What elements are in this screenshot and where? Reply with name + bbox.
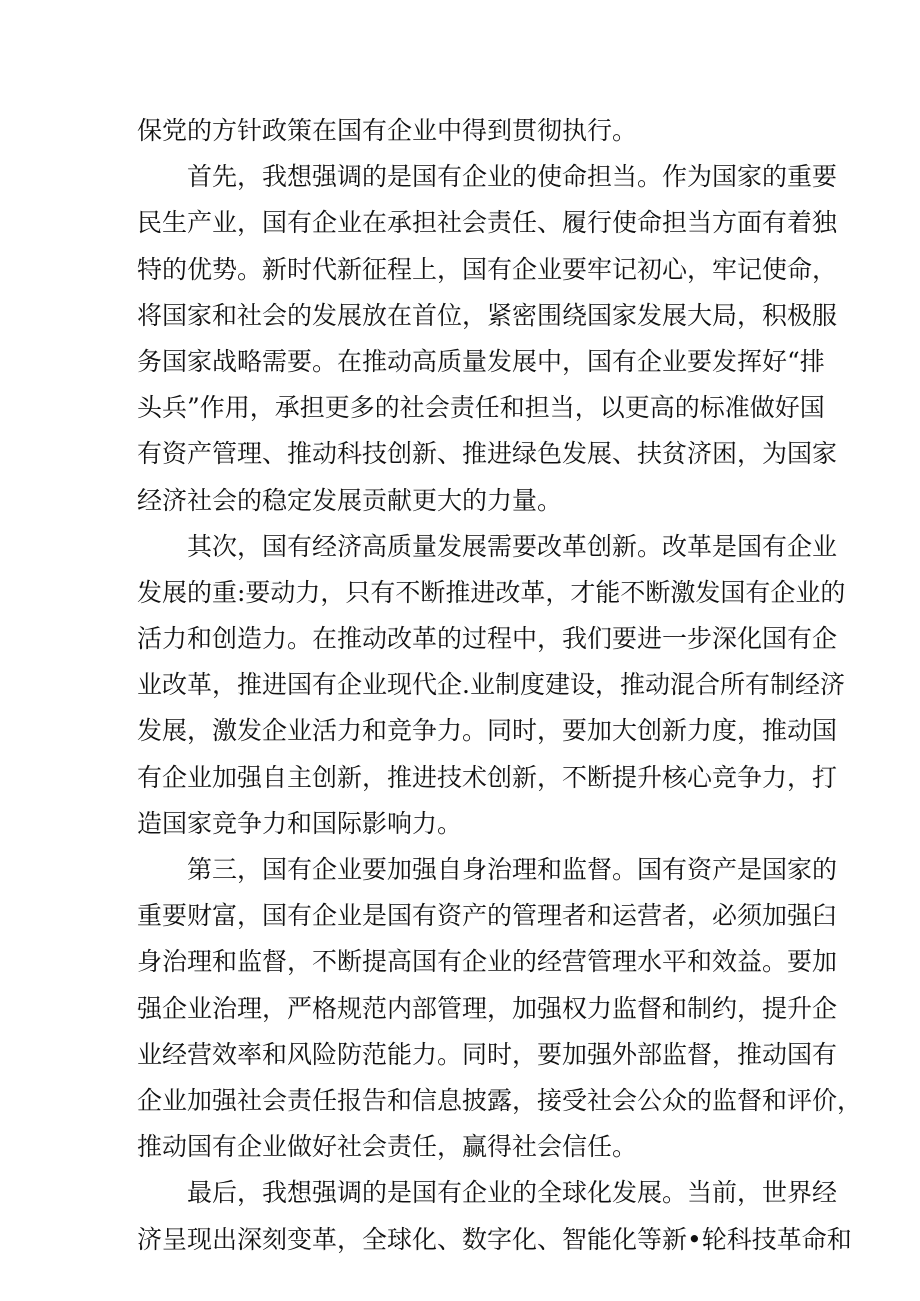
paragraph-first-line: 最后，我想强调的是国有企业的全球化发展。当前，世界经 <box>137 1178 838 1208</box>
text-line: 业改革，推进国有企业现代企.业制度建设，推动混合所有制经济 <box>137 670 845 700</box>
paragraph-first-line: 首先，我想强调的是国有企业的使命担当。作为国家的重要 <box>137 162 838 192</box>
text-line: 将国家和社会的发展放在首位，紧密围绕国家发展大局，积极服 <box>137 300 838 330</box>
text-line: 济呈现出深刻变革，全球化、数字化、智能化等新•轮科技革命和 <box>137 1224 852 1254</box>
text-line: 企业加强社会责任报告和信息披露，接受社会公众的监督和评价， <box>137 1085 863 1115</box>
text-line: 保党的方针政策在国有企业中得到贯彻执行。 <box>137 116 638 145</box>
text-line: 重要财富，国有企业是国有资产的管理者和运营者，必须加强臼 <box>137 901 838 931</box>
text-line: 特的优势。新时代新征程上，国有企业要牢记初心，牢记使命， <box>137 254 838 284</box>
text-line: 发展的重:要动力，只有不断推进改革，才能不断激发国有企业的 <box>137 577 846 607</box>
text-line: 头兵”作用，承担更多的社会责任和担当，以更高的标准做好国 <box>137 393 825 423</box>
text-line: 造国家竞争力和国际影响力。 <box>137 808 463 838</box>
text-line: 身治理和监督，不断提高国有企业的经营管理水平和效益。要加 <box>137 947 838 977</box>
text-line: 务国家战略需要。在推动高质量发展中，国有企业要发挥好“排 <box>137 346 825 376</box>
text-line: 强企业治理，严格规范内部管理，加强权力监督和制约，提升企 <box>137 993 838 1023</box>
text-line: 有企业加强自主创新，推进技术创新，不断提升核心竞争力，打 <box>137 762 838 792</box>
text-line: 活力和创造力。在推动改革的过程中，我们要进一步深化国有企 <box>137 624 838 654</box>
paragraph-first-line: 其次，国有经济高质量发展需要改革创新。改革是国有企业 <box>137 531 838 561</box>
text-line: 业经营效率和风险防范能力。同时，要加强外部监督，推动国有 <box>137 1039 838 1069</box>
text-line: 推动国有企业做好社会责任，赢得社会信任。 <box>137 1132 638 1162</box>
text-line: 有资产管理、推动科技创新、推进绿色发展、扶贫济困，为国家 <box>137 439 838 469</box>
text-line: 发展，激发企业活力和竞争力。同时，要加大创新力度，推动国 <box>137 716 838 746</box>
paragraph-first-line: 第三，国有企业要加强自身治理和监督。国有资产是国家的 <box>137 855 838 884</box>
text-line: 经济社会的稳定发展贡献更大的力量。 <box>137 485 563 515</box>
body-text <box>137 108 863 1263</box>
text-line: 民生产业，国有企业在承担社会责任、履行使命担当方面有着独 <box>137 208 838 238</box>
